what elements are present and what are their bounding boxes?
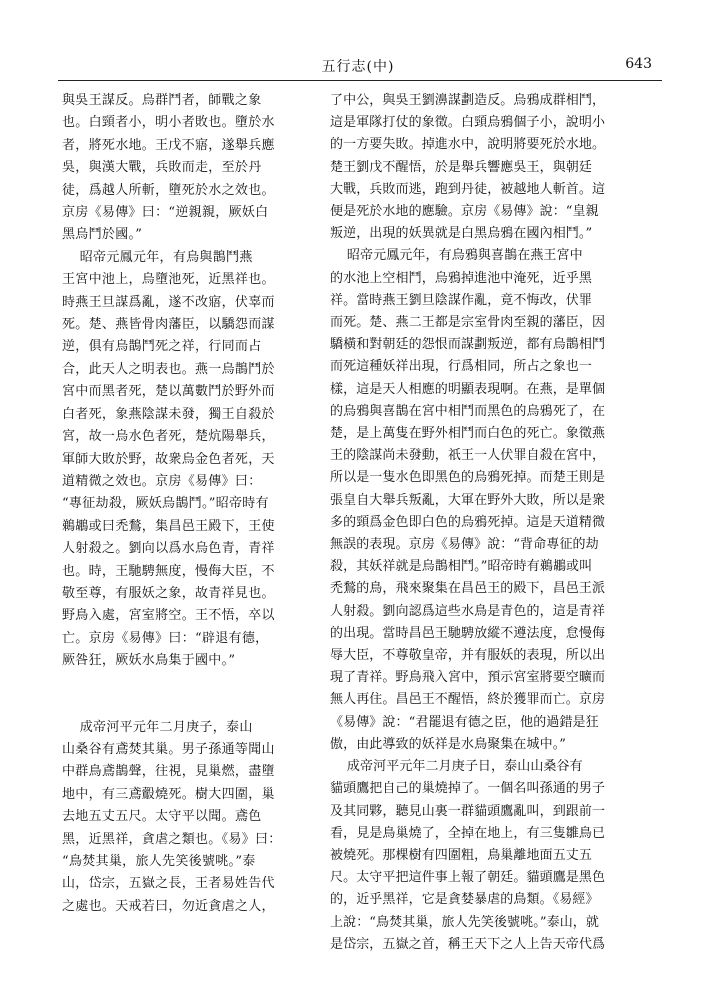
classical-paragraph: 與吳王謀反。烏群鬥者，師戰之象 也。白頸者小，明小者敗也。墮於水 者，將死水地。王戊不寤，遂舉兵應 吳，與漢大戰，兵敗而走，至於丹 徒，爲越人所斬，墮死於水之效也。 京房《易傳》曰：“逆親親，厥妖白 黑烏鬥於國。” bbox=[62, 93, 275, 243]
chapter-title: 五行志(中) bbox=[321, 59, 395, 75]
section-gap bbox=[62, 673, 312, 717]
translation-paragraph: 了中公，與吳王劉濞謀劃造反。烏鴉成群相鬥， 這是軍隊打仗的象徵。白頸烏鴉個子小，說明小 的一方要失敗。掉進水中，說明將要死於水地。 楚王劉戊不醒悟，於是舉兵響應吳王，與朝廷 大戰，兵敗而逃，跑到丹徒，被越地人斬首。這 便是死於水地的應驗。京房《易傳》說：“皇親 叛逆，出現的妖異就是白黑烏鴉在國內相鬥。” bbox=[330, 93, 606, 242]
header-rule bbox=[58, 80, 662, 81]
running-header bbox=[58, 54, 658, 78]
page-number: 643 bbox=[625, 56, 652, 72]
classical-paragraph: 成帝河平元年二月庚子，泰山 山桑谷有鳶焚其巢。男子孫通等聞山 中群鳥鳶鵲聲，往視，見巢燃，盡墮 地中，有三鳶鷇燒死。樹大四圍，巢 去地五丈五尺。太守平以聞。鳶色 黑，近黑祥，貪虐之類也。《易》曰： “鳥焚其巢，旅人先笑後號咷。”泰 山，岱宗，五嶽之長，王者易姓告代 之處也。天戒若曰，勿近貪虐之人， bbox=[62, 719, 282, 914]
classical-paragraph: 昭帝元鳳元年，有烏與鵲鬥燕 王宮中池上，烏墮池死，近黑祥也。 時燕王旦謀爲亂，遂不改寤，伏辜而 死。楚、燕皆骨肉藩臣，以驕怨而謀 逆，俱有烏鵲鬥死之祥，行同而占 合，此天人之明表也。燕一烏鵲鬥於 宮中而黑者死，楚以萬數鬥於野外而 白者死，象燕陰謀未發，獨王自殺於 宮，故一烏水色者死，楚炕陽舉兵， 軍師大敗於野，故衆烏金色者死，天 道精微之效也。京房《易傳》曰： “專征劫殺，厥妖烏鵲鬥。”昭帝時有 鵜鶘或曰禿鶖，集昌邑王殿下，王使 人射殺之。劉向以爲水烏色青，青祥 也。時，王馳騁無度，慢侮大臣，不 敬至尊，有服妖之象，故青祥見也。 野鳥入處，宮室將空。王不悟，卒以 亡。京房《易傳》曰：“辟退有德， 厥咎狂，厥妖水鳥集于國中。” bbox=[62, 249, 275, 669]
translation-paragraph: 昭帝元鳳元年，有烏鴉與喜鵲在燕王宮中 的水池上空相鬥，烏鴉掉進池中淹死，近乎黑 祥。當時燕王劉旦陰謀作亂，竟不悔改，伏罪 而死。楚、燕二王都是宗室骨肉至親的藩臣，因 驕橫和對朝廷的怨恨而謀劃叛逆，都有烏鵲相鬥 而死這種妖祥出現，行爲相同，所占之象也一 樣，這是天人相應的明顯表現啊。在燕，是單個 的烏鴉與喜鵲在宮中相鬥而黑色的烏鴉死了，在 楚，是上萬隻在野外相鬥而白色的死亡。象徵燕 王的陰謀尚未發動，祇王一人伏罪自殺在宮中， 所以是一隻水色即黑色的烏鴉死掉。而楚王則是 張皇自大舉兵叛亂，大軍在野外大敗，所以是衆 多的頸爲金色即白色的烏鴉死掉。這是天道精微 無誤的表現。京房《易傳》說：“背命專征的劫 殺，其妖祥就是烏鵲相鬥。”昭帝時有鵜鶘或叫 禿鶖的鳥，飛來聚集在昌邑王的殿下，昌邑王派 人射殺。劉向認爲這些水鳥是青色的，這是青祥 的出現。當時昌邑王馳騁放縱不遵法度，怠慢侮 辱大臣，不尊敬皇帝，并有服妖的表現，所以出 現了青祥。野鳥飛入宮中，預示宮室將要空曠而 無人再住。昌邑王不醒悟，終於獲罪而亡。京房 《易傳》說：“君罷退有德之臣，他的過錯是狂 傲，由此導致的妖祥是水鳥聚集在城中。” bbox=[330, 248, 606, 752]
translation-column bbox=[330, 90, 626, 982]
translation-paragraph: 成帝河平元年二月庚子日，泰山山桑谷有 貓頭鷹把自己的巢燒掉了。一個名叫孫通的男子 及其同夥，聽見山裏一群貓頭鷹亂叫，到跟前一 看，見是鳥巢燒了，全掉在地上，有三隻雛鳥已 被燒死。那棵樹有四圍粗，鳥巢離地面五丈五 尺。太守平把這件事上報了朝廷。貓頭鷹是黑色 的，近乎黑祥，它是貪婪暴虐的鳥類。《易經》 上說：“鳥焚其巢，旅人先笑後號咷。”泰山，就 是岱宗，五嶽之首，稱王天下之人上告天帝代爲 bbox=[330, 759, 606, 952]
classical-text-column bbox=[62, 90, 312, 982]
